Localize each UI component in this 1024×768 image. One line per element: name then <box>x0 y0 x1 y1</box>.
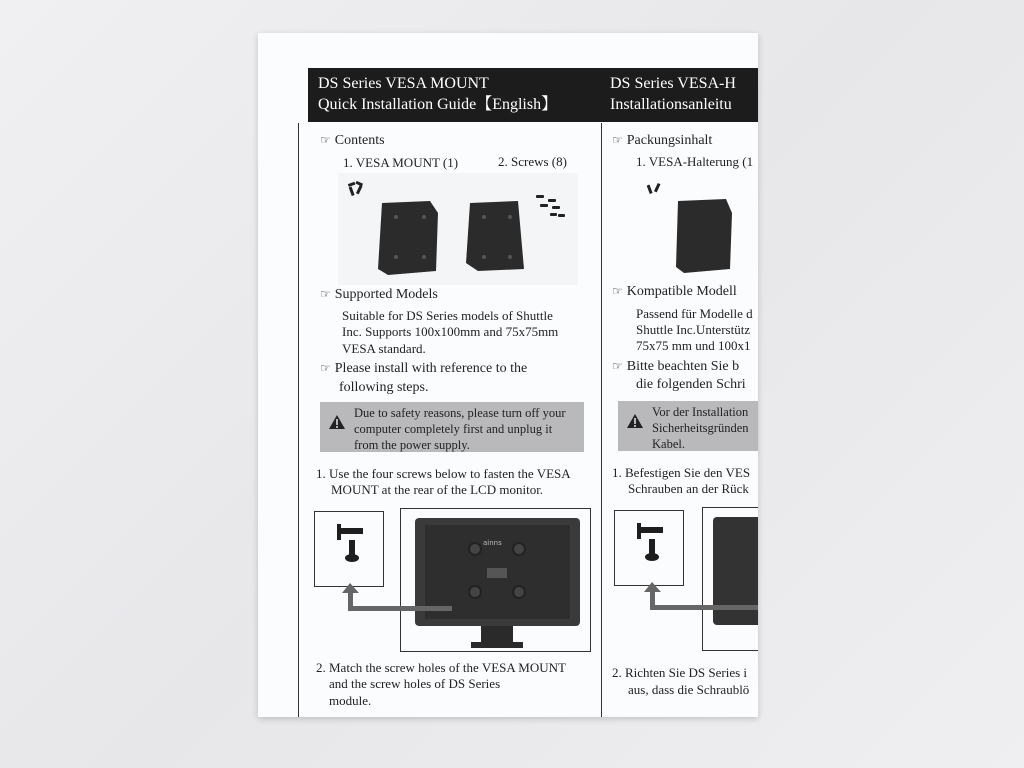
pointing-hand-icon: ☞ <box>320 287 331 301</box>
german-supported-line-2: Shuttle Inc.Unterstütz <box>636 322 751 337</box>
contents-photo <box>338 173 578 285</box>
german-warning-box <box>618 401 758 451</box>
german-contents-item-1: 1. VESA-Halterung (1 <box>636 154 754 169</box>
supported-models-line-2: Inc. Supports 100x100mm and 75x75mm <box>342 324 559 339</box>
safety-warning-box <box>320 402 584 452</box>
pointing-hand-icon: ☞ <box>612 133 623 147</box>
step-1-line-1: 1. Use the four screws below to fasten the VESA <box>316 466 571 481</box>
german-step-2-line-2: aus, dass die Schraublö <box>628 682 750 697</box>
warning-line-2: computer completely first and unplug it <box>354 422 553 436</box>
arrow-connector-icon <box>338 581 453 615</box>
german-warning-line-2: Sicherheitsgründen <box>652 421 749 435</box>
german-header-subtitle: Installationsanleitu <box>610 96 732 113</box>
german-arrow-connector-icon <box>640 580 758 614</box>
vesa-plate-left <box>378 201 438 275</box>
supported-models-line-3: VESA standard. <box>342 341 426 356</box>
german-screw-detail-box <box>614 510 684 586</box>
step-2-line-2: and the screw holes of DS Series <box>329 676 501 691</box>
german-section <box>610 33 758 717</box>
install-heading-line-1: ☞ Please install with reference to the <box>320 361 528 376</box>
pointing-hand-icon: ☞ <box>612 284 623 298</box>
german-contents-heading: ☞ Packungsinhalt <box>612 133 713 148</box>
contents-item-vesa-mount: 1. VESA MOUNT (1) <box>343 155 459 170</box>
step-2-line-3: module. <box>329 693 372 708</box>
german-install-line-1: ☞ Bitte beachten Sie b <box>612 359 740 374</box>
german-step-1-line-2: Schrauben an der Rück <box>628 481 749 496</box>
german-supported-line-1: Passend für Modelle d <box>636 306 753 321</box>
install-heading-line-2: following steps. <box>339 380 429 395</box>
german-step-1-line-1: 1. Befestigen Sie den VES <box>612 465 751 480</box>
german-supported-line-3: 75x75 mm und 100x1 <box>636 338 751 353</box>
column-divider <box>601 123 602 717</box>
english-header-subtitle: Quick Installation Guide【English】 <box>318 96 558 113</box>
german-warning-line-1: Vor der Installation <box>652 405 749 419</box>
monitor-rear-photo <box>401 509 590 651</box>
german-supported-heading: ☞ Kompatible Modell <box>612 284 737 299</box>
german-step-2-line-1: 2. Richten Sie DS Series i <box>612 665 748 680</box>
contents-heading: ☞ Contents <box>320 133 385 148</box>
left-column-rule <box>298 123 299 717</box>
contents-item-screws: 2. Screws (8) <box>498 154 567 169</box>
step-2-line-1: 2. Match the screw holes of the VESA MOUNT <box>316 660 566 675</box>
german-contents-photo <box>638 173 758 285</box>
pointing-hand-icon: ☞ <box>320 361 331 375</box>
warning-triangle-icon <box>626 413 644 429</box>
pointing-hand-icon: ☞ <box>320 133 331 147</box>
screw-detail-box <box>314 511 384 587</box>
supported-models-line-1: Suitable for DS Series models of Shuttle <box>342 308 553 323</box>
german-warning-line-3: Kabel. <box>652 437 685 451</box>
monitor-brand-logo: ainns <box>483 539 502 547</box>
screw-icon <box>615 511 683 585</box>
german-install-line-2: die folgenden Schri <box>636 377 746 392</box>
english-header-title: DS Series VESA MOUNT <box>318 75 489 92</box>
supported-models-heading: ☞ Supported Models <box>320 287 438 302</box>
screw-icon <box>315 512 383 586</box>
warning-triangle-icon <box>328 414 346 430</box>
manual-page <box>258 33 758 717</box>
warning-line-1: Due to safety reasons, please turn off your <box>354 406 566 420</box>
monitor-rear-box <box>400 508 591 652</box>
warning-line-3: from the power supply. <box>354 438 470 452</box>
german-header-title: DS Series VESA-H <box>610 75 736 92</box>
vesa-plate-right <box>466 201 524 271</box>
step-1-line-2: MOUNT at the rear of the LCD monitor. <box>331 482 544 497</box>
german-monitor-rear-box <box>702 507 758 651</box>
pointing-hand-icon: ☞ <box>612 359 623 373</box>
